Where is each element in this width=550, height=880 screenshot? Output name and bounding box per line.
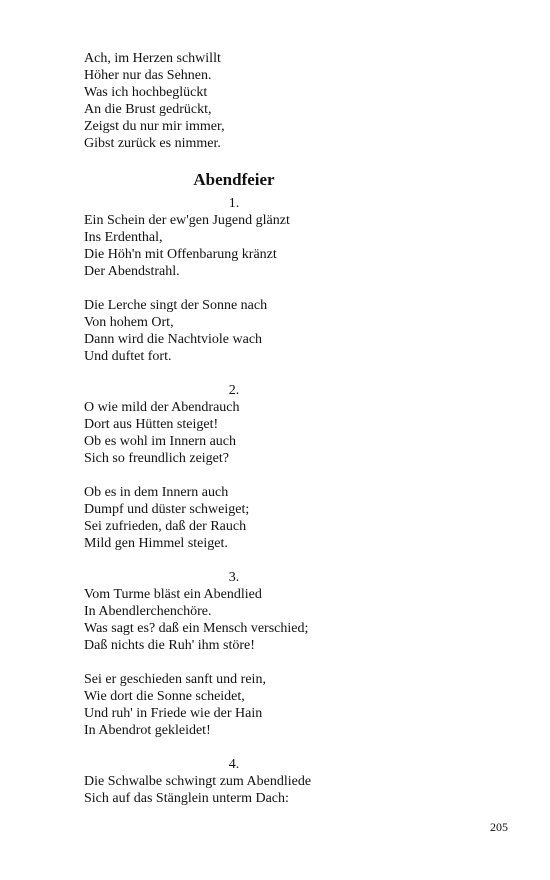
- verse-line: Sich auf das Stänglein unterm Dach:: [84, 791, 289, 806]
- verse-line: Sei er geschieden sanft und rein,: [84, 672, 266, 687]
- verse-line: Wie dort die Sonne scheidet,: [84, 689, 245, 704]
- stanza-gap: [84, 280, 384, 297]
- verse-line: Ins Erdenthal,: [84, 230, 163, 245]
- poem-title: Abendfeier: [193, 170, 275, 189]
- stanza: [84, 399, 384, 467]
- verse-line: Was ich hochbeglückt: [84, 85, 208, 100]
- verse-line: Höher nur das Sehnen.: [84, 68, 212, 83]
- verse-line: Mild gen Himmel steiget.: [84, 536, 228, 551]
- verse-line: Und ruh' in Friede wie der Hain: [84, 706, 263, 721]
- stanza: [84, 297, 384, 365]
- verse-line: Sei zufrieden, daß der Rauch: [84, 519, 247, 534]
- poem-section-1: [84, 195, 384, 365]
- poem-section-3: [84, 569, 384, 739]
- verse-line: An die Brust gedrückt,: [84, 102, 212, 117]
- verse-line: Dort aus Hütten steiget!: [84, 417, 219, 432]
- section-gap: [84, 739, 384, 756]
- section-number: 3.: [228, 570, 240, 585]
- verse-line: Vom Turme bläst ein Abendlied: [84, 587, 262, 602]
- verse-line: Und duftet fort.: [84, 349, 172, 364]
- stanza-gap: [84, 467, 384, 484]
- text-column: [84, 50, 384, 807]
- stanza: [84, 212, 384, 280]
- verse-line: Die Höh'n mit Offenbarung kränzt: [84, 247, 277, 262]
- section-number: 1.: [228, 196, 240, 211]
- verse-line: Zeigst du nur mir immer,: [84, 119, 225, 134]
- verse-line: Der Abendstrahl.: [84, 264, 180, 279]
- verse-line: Gibst zurück es nimmer.: [84, 136, 221, 151]
- stanza: [84, 586, 384, 654]
- verse-line: Die Schwalbe schwingt zum Abendliede: [84, 774, 312, 789]
- page-number: 205: [490, 820, 508, 834]
- verse-line: Ein Schein der ew'gen Jugend glänzt: [84, 213, 290, 228]
- verse-line: Ach, im Herzen schwillt: [84, 51, 221, 66]
- verse-line: Die Lerche singt der Sonne nach: [84, 298, 268, 313]
- verse-line: Was sagt es? daß ein Mensch verschied;: [84, 621, 309, 636]
- section-gap: [84, 365, 384, 382]
- verse-line: O wie mild der Abendrauch: [84, 400, 240, 415]
- stanza: [84, 484, 384, 552]
- verse-line: Ob es wohl im Innern auch: [84, 434, 237, 449]
- verse-line: In Abendrot gekleidet!: [84, 723, 211, 738]
- previous-poem-ending: [84, 50, 384, 152]
- verse-line: Daß nichts die Ruh' ihm störe!: [84, 638, 255, 653]
- poem-section-2: [84, 382, 384, 552]
- stanza-gap: [84, 654, 384, 671]
- stanza: [84, 671, 384, 739]
- verse-line: Von hohem Ort,: [84, 315, 174, 330]
- poem-section-4: [84, 756, 384, 807]
- verse-line: Ob es in dem Innern auch: [84, 485, 229, 500]
- verse-line: In Abendlerchenchöre.: [84, 604, 212, 619]
- verse-line: Dann wird die Nachtviole wach: [84, 332, 263, 347]
- section-number: 2.: [228, 383, 240, 398]
- verse-line: Sich so freundlich zeiget?: [84, 451, 230, 466]
- section-number: 4.: [228, 757, 240, 772]
- section-gap: [84, 552, 384, 569]
- stanza: [84, 773, 384, 807]
- verse-line: Dumpf und düster schweiget;: [84, 502, 250, 517]
